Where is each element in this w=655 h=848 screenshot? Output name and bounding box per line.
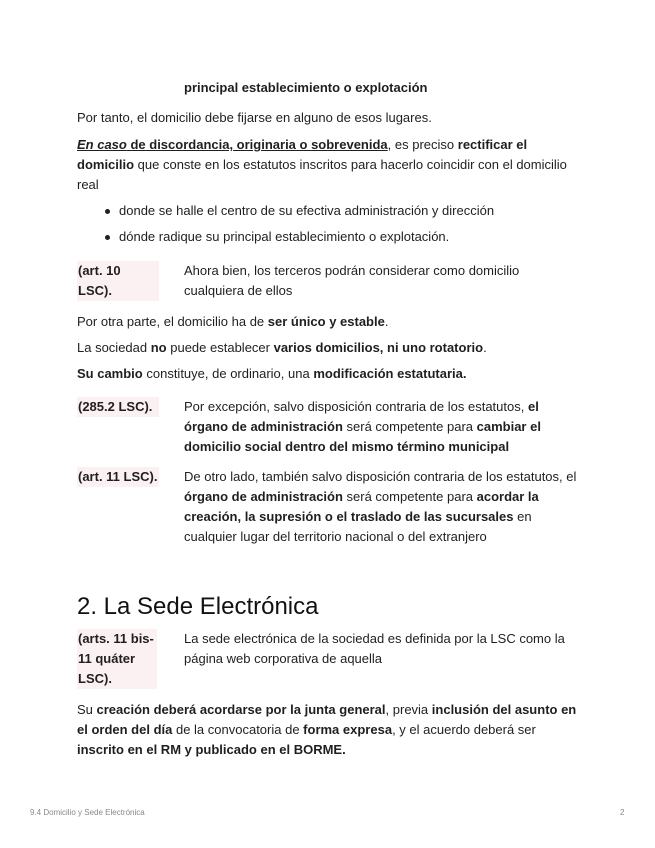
text-segment: . bbox=[483, 340, 487, 355]
bold-creacion: creación deberá acordarse por la junta general bbox=[96, 702, 386, 717]
bold-forma-expresa: forma expresa bbox=[303, 722, 393, 737]
reference-text: La sede electrónica de la sociedad es definida por la LSC como la página web corporativa de aquella bbox=[184, 631, 565, 666]
reference-text: Ahora bien, los terceros podrán considerar como domicilio cualquiera de ellos bbox=[184, 263, 520, 298]
bold-modificacion: modificación estatutaria. bbox=[313, 366, 467, 381]
reference-label: (art. 11 LSC). bbox=[77, 467, 159, 487]
reference-text bbox=[184, 397, 577, 457]
bold-organo: el órgano de administración bbox=[184, 399, 539, 434]
paragraph-su-cambio bbox=[77, 364, 577, 384]
bold-organo: órgano de administración bbox=[184, 489, 343, 504]
text-segment: De otro lado, también salvo disposición contraria de los estatutos, el bbox=[184, 469, 577, 484]
paragraph-creacion bbox=[77, 700, 577, 760]
text-segment: , y el acuerdo deberá ser bbox=[392, 722, 536, 737]
text-segment: Por otra parte, el domicilio ha de bbox=[77, 314, 268, 329]
reference-text bbox=[184, 467, 577, 547]
italic-en-caso: En caso bbox=[77, 137, 127, 152]
bold-cambiar-domicilio: cambiar el domicilio social dentro del mismo término municipal bbox=[184, 419, 541, 454]
paragraph-varios-domicilios bbox=[77, 338, 577, 358]
text-segment: constituye, de ordinario, una bbox=[142, 366, 314, 381]
text-segment: puede establecer bbox=[166, 340, 274, 355]
reference-label: (art. 10 LSC). bbox=[77, 261, 159, 301]
section-heading: 2. La Sede Electrónica bbox=[77, 593, 319, 620]
text-segment: será competente para bbox=[342, 489, 477, 504]
paragraph-unico-estable bbox=[77, 312, 577, 332]
paragraph-por-tanto: Por tanto, el domicilio debe fijarse en alguno de esos lugares. bbox=[77, 110, 432, 125]
bold-inscrito: inscrito en el RM y publicado en el BORME. bbox=[77, 742, 346, 757]
bullet-list bbox=[77, 201, 494, 253]
text-segment: será competente para bbox=[342, 419, 477, 434]
text-segment: Por excepción, salvo disposición contraria de los estatutos, bbox=[184, 399, 528, 414]
list-item: dónde radique su principal establecimiento o explotación. bbox=[77, 227, 494, 253]
bold-sucursales: acordar la creación, la supresión o el traslado de las sucursales bbox=[184, 489, 539, 524]
paragraph-discordancia bbox=[77, 135, 577, 195]
bold-discordancia: de discordancia, originaria o sobrevenida bbox=[126, 137, 388, 152]
intro-line: principal establecimiento o explotación bbox=[184, 80, 428, 95]
reference-label: (285.2 LSC). bbox=[77, 397, 159, 417]
page-number: 2 bbox=[620, 808, 625, 817]
text-segment: en cualquier lugar del territorio nacional o del extranjero bbox=[184, 509, 532, 544]
bold-su-cambio: Su cambio bbox=[77, 366, 143, 381]
bold-varios-domicilios: varios domicilios, ni uno rotatorio bbox=[273, 340, 484, 355]
text-segment: Su bbox=[77, 702, 97, 717]
bold-inclusion: inclusión del asunto en el orden del día bbox=[77, 702, 577, 737]
bold-no: no bbox=[150, 340, 167, 355]
text-segment: , previa bbox=[385, 702, 432, 717]
text-segment: que conste en los estatutos inscritos para hacerlo coincidir con el domicilio real bbox=[77, 157, 567, 192]
footer-title: 9.4 Domicilio y Sede Electrónica bbox=[30, 808, 145, 817]
bold-unico-estable: ser único y estable bbox=[267, 314, 385, 329]
bold-rectificar: rectificar el domicilio bbox=[77, 137, 528, 172]
list-item: donde se halle el centro de su efectiva administración y dirección bbox=[77, 201, 494, 227]
text-segment: , es preciso bbox=[387, 137, 458, 152]
text-segment: de la convocatoria de bbox=[172, 722, 304, 737]
text-segment: . bbox=[384, 314, 389, 329]
text-segment: La sociedad bbox=[77, 340, 151, 355]
reference-label: (arts. 11 bis-11 quáter LSC). bbox=[77, 629, 157, 689]
